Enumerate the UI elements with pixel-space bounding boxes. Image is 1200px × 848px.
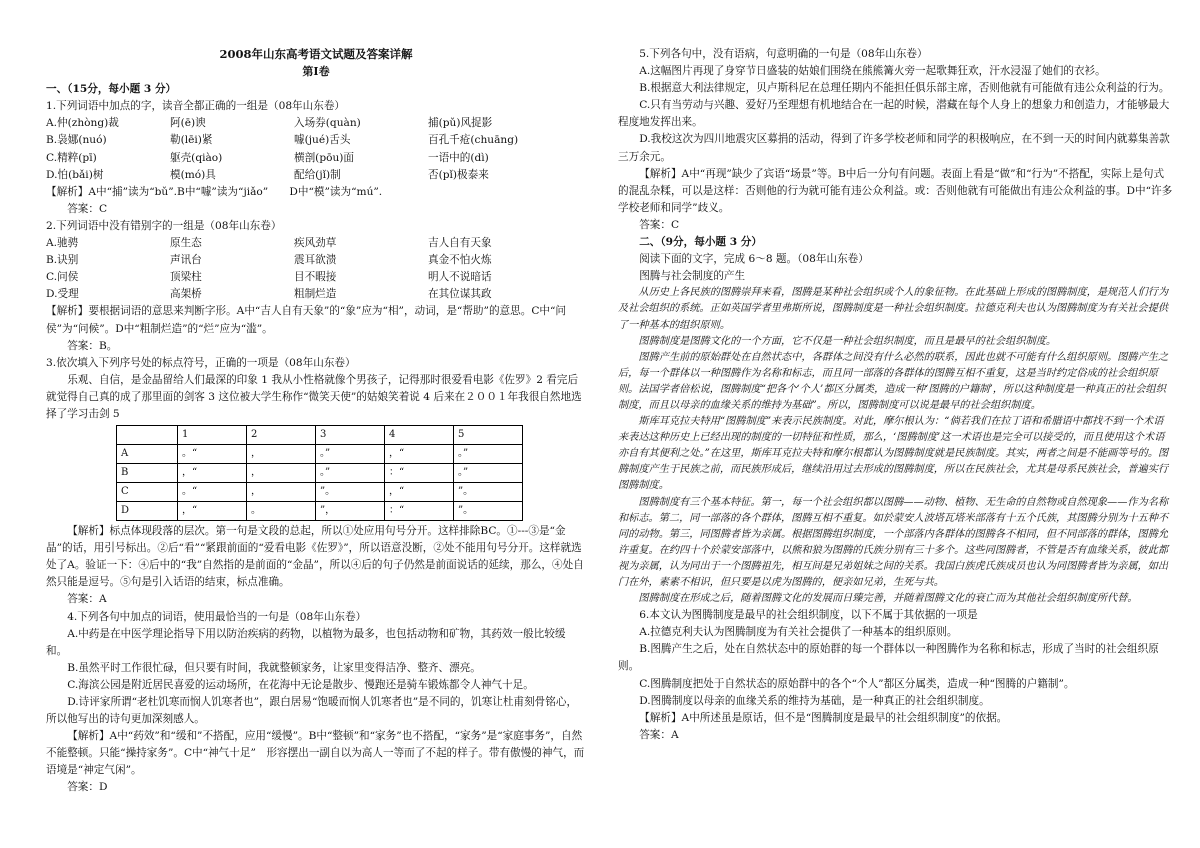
q3-passage: 乐观、自信，是金晶留给人们最深的印象 1 我从小性格就像个男孩子，记得那时很爱看电影《佐罗》2 看完后就觉得自己真的成了那里面的剑客 3 这位被大学生称作“微笑天使”的姑娘笑着说 4 后来在２００１年我很自然地选择了学习击剑 5 <box>46 373 582 420</box>
q2-option-b: B.诀别 声讯台 震耳欲溃 真金不怕火炼 <box>46 254 492 267</box>
q3-analysis: 【解析】标点体现段落的层次。第一句是文段的总起，所以①处应用句号分开。这样排除BC。①---③是“金晶”的话，用引号标出。②后“看”“紧跟前面的“爱看电影《佐罗》”，所以语意没断，②处不能用句号分开。这样就选处了A。验证一下：④后中的“我”自然指的是前面的“金晶”，所以④后的句子仍然是前面说话的延续，那么，④处自然只能是逗号。⑤句是引入话语的结束，标点准确。 <box>46 525 584 589</box>
q6-option-b: B.图腾产生之后，处在自然状态中的原始群的每一个群体以一种图腾作为名称和标志，形成了当时的社会组织原则。 <box>618 643 1159 673</box>
q6-answer: 答案：A <box>639 728 679 741</box>
volume-title: 第Ⅰ卷 <box>302 65 330 79</box>
q4-option-d: D.诗评家所谓“老杜饥寒而悯人饥寒者也”，跟白居易“饱暖而悯人饥寒者也”是不同的，饥寒让杜甫刻骨铭心，所以他写出的诗句更加深刻感人。 <box>46 696 578 726</box>
left-column <box>46 46 586 797</box>
q1-option-d: D.怕(bǎi)树 模(mó)具 配给(jǐ)制 否(pǐ)极泰来 <box>46 168 489 181</box>
q4-answer: 答案：D <box>67 781 108 794</box>
q5-option-c: C.只有当劳动与兴趣、爱好乃至理想有机地结合在一起的时候，潜藏在每个人身上的想象力和创造力，才能够最大程度地发挥出来。 <box>618 99 1170 129</box>
q6-option-d: D.图腾制度以母亲的血缘关系的维持为基础，是一种真正的社会组织制度。 <box>639 694 990 707</box>
passage-paragraph: 图腾制度是图腾文化的一个方面，它不仅是一种社会组织制度，而且是最早的社会组织制度。 <box>638 335 1057 347</box>
q2-analysis: 【解析】要根据词语的意思来判断字形。A中“吉人自有天象”的“象”应为“相”，动词，是“帮助”的意思。C中“问侯”为“问候”。D中“粗制烂造”的“烂”应为“滥”。 <box>46 305 567 335</box>
q2-stem: 2.下列词语中没有错别字的一组是（08年山东卷） <box>46 219 282 232</box>
passage-paragraph: 图腾制度在形成之后，随着图腾文化的发展而日臻完善，并随着图腾文化的衰亡而为其他社会组织制度所代替。 <box>638 593 1138 605</box>
q1-option-a: A.仲(zhòng)裁 阿(ē)谀 入场券(quàn) 捕(pǔ)风捉影 <box>46 117 493 130</box>
reading-passage <box>618 285 1173 607</box>
doc-title: 2008年山东高考语文试题及答案详解 <box>219 47 413 61</box>
q6-option-a: A.拉德克利夫认为图腾制度为有关社会提供了一种基本的组织原则。 <box>639 626 958 639</box>
q3-punctuation-table <box>116 425 523 521</box>
table-row: D ，“ 。 ”， ：“ ”。 <box>117 502 523 521</box>
reading-intro: 阅读下面的文字，完成 6～8 题。（08年山东卷） <box>639 253 869 266</box>
q4-option-c: C.海滨公园是附近居民喜爱的运动场所，在花海中无论是散步、慢跑还是骑车锻炼都令人神气十足。 <box>67 678 534 691</box>
right-column <box>618 46 1173 744</box>
table-row: C 。“ ， ”。 ，“ ”。 <box>117 483 523 502</box>
passage-paragraph: 从历史上各民族的图腾崇拜来看，图腾是某种社会组织或个人的象征物。在此基础上形成的图腾制度，是规范人们行为及社会组织的系统。正如英国学者里弗斯所说，图腾制度是一种社会组织制度。拉德克利夫也认为图腾制度为有关社会提供了一种基本的组织原则。 <box>618 287 1169 331</box>
q5-stem: 5.下列各句中，没有语病，句意明确的一句是（08年山东卷） <box>639 48 928 60</box>
q2-answer: 答案：B。 <box>67 339 118 352</box>
section-2-heading: 二、（9分，每小题 3 分） <box>639 236 762 249</box>
q6-option-c: C.图腾制度把处于自然状态的原始群中的各个“个人”都区分属类，造成一种“图腾的户籍制”。 <box>639 677 1075 690</box>
passage-title: 图腾与社会制度的产生 <box>639 270 746 283</box>
q1-stem: 1.下列词语中加点的字，读音全都正确的一组是（08年山东卷） <box>46 100 346 113</box>
q5-option-a: A.这幅图片再现了身穿节日盛装的姑娘们围绕在熊熊篝火旁一起歌舞狂欢，汗水浸湿了她们的衣衫。 <box>639 65 1106 78</box>
table-row: A 。“ ， 。” ，“ 。” <box>117 445 523 464</box>
q6-analysis: 【解析】A中所述虽是原话，但不是“图腾制度是最早的社会组织制度”的依据。 <box>639 711 1008 724</box>
passage-paragraph: 图腾制度有三个基本特征。第一，每一个社会组织都以图腾——动物、植物、无生命的自然物或自然现象——作为名称和标志。第二，同一部落的各个群体，图腾互相不重复。如於蒙安人波塔瓦塔米部落有十五个氏族，其图腾分别为十五种不同的动物。第三，同图腾者皆为亲属。根据图腾组织制度，一个部落内各群体的图腾各不相同，但不同部落的群体，图腾允许重复。在约四十个於蒙安部落中，以熊和狼为图腾的氏族分别有三十多个。这些同图腾者，不管是否有血缘关系，彼此都视为亲属，认为同出于一个图腾祖先，相互间是兄弟姐妹之间的关系。我国白族虎氏族成员也认为同图腾者皆为亲属，如出门在外，素素不相识，但只要是以虎为图腾的，便亲如兄弟，生死与共。 <box>618 496 1169 588</box>
q1-option-c: C.精粹(pī) 躯壳(qiào) 横剖(pōu)面 一语中的(dì) <box>46 151 489 164</box>
table-row: B ，“ ， 。” ：“ 。” <box>117 464 523 483</box>
q2-option-c: C.问侯 顶梁柱 目不暇接 明人不说暗话 <box>46 271 492 284</box>
q2-option-d: D.受理 高架桥 粗制烂造 在其位谋其政 <box>46 288 492 301</box>
q2-option-a: A.驰骋 原生态 疾风劲草 吉人自有天象 <box>46 237 492 250</box>
q1-option-b: B.袅娜(nuó) 勒(lēi)紧 噱(jué)舌头 百孔千疮(chuāng) <box>46 134 519 147</box>
q5-answer: 答案：C <box>639 218 680 231</box>
q5-option-d: D.我校这次为四川地震灾区募捐的活动，得到了许多学校老师和同学的积极响应，在不到一天的时间内就募集善款三万余元。 <box>618 133 1170 163</box>
section-1-heading: 一、（15分，每小题 3 分） <box>46 83 177 96</box>
q1-answer: 答案：C <box>67 202 108 215</box>
q1-analysis: 【解析】A中“捕”读为“bǔ”.B中“噱”读为“jiǎo” D中“模”读为“mú”. <box>46 185 383 198</box>
passage-paragraph: 斯库耳克拉夫特用“图腾制度”来表示民族制度。对此，摩尔根认为：“倘若我们在拉丁语和希腊语中都找不到一个术语来表达这种历史上已经出现的制度的一切特征和性质，那么，‘图腾制度’这一术语也是完全可以接受的，而且使用这个术语亦自有其便利之处。”在这里，斯库耳克拉夫特和摩尔根都认为图腾制度就是民族制度。其实，两者之间是不能画等号的。图腾制度产生于民族之前，而民族形成后，继续沿用过去形成的图腾制度，所以在民族社会，尤其是母系民族社会，普遍实行图腾制度。 <box>618 416 1169 492</box>
q4-option-a: A.中药是在中医学理论指导下用以防治疾病的药物，以植物为最多，也包括动物和矿物，其药效一般比较缓和。 <box>46 627 566 657</box>
q4-option-b: B.虽然平时工作很忙碌，但只要有时间，我就整顿家务，让家里变得洁净、整齐、漂亮。 <box>67 661 481 674</box>
q4-stem: 4.下列各句中加点的词语，使用最恰当的一句是（08年山东卷） <box>67 610 367 623</box>
q6-stem: 6.本文认为图腾制度是最早的社会组织制度，以下不属于其依据的一项是 <box>639 609 978 622</box>
q3-answer: 答案：A <box>67 593 107 606</box>
q4-analysis: 【解析】A中“药效”和“缓和”不搭配，应用“缓慢”。B中“整顿”和“家务”也不搭配，“家务”是“家庭事务”，自然不能整顿。只能“操持家务”。C中“神气十足” 形容摆出一副自以为高人一等而了不起的样子。带有傲慢的神气，而语境是“神定气闲”。 <box>46 730 585 777</box>
q3-stem: 3.依次填入下列序号处的标点符号，正确的一项是（08年山东卷） <box>46 356 356 369</box>
q5-analysis: 【解析】A中“再现”缺少了宾语“场景”等。B中后一分句有问题。表面上看是“做”和“行为”不搭配，实际上是句式的混乱杂糅，可以是这样：否则他的行为就可能有违公众利益。或：否则他就有可能做出有违公众利益的事。D中“许多学校老师和同学”歧义。 <box>618 167 1173 214</box>
passage-paragraph: 图腾产生前的原始群处在自然状态中，各群体之间没有什么必然的联系，因此也就不可能有什么组织原则。图腾产生之后，每一个群体以一种图腾作为名称和标志，而且同一部落的各群体的图腾互相不重复，这是当时约定俗成的社会组织原则。法国学者倍松说，图腾制度“把各个‘个人’都区分属类，造成一种‘图腾的户籍制’，所以这种制度是一种真正的社会组织制度，而且以母亲的血缘关系的维持为基础”。所以，图腾制度可以说是最早的社会组织制度。 <box>618 351 1169 411</box>
table-row: 1 2 3 4 5 <box>117 426 523 445</box>
q5-option-b: B.根据意大利法律规定，贝卢斯科尼在总理任期内不能担任俱乐部主席，否则他就有可能做有违公众利益的行为。 <box>639 82 1170 95</box>
